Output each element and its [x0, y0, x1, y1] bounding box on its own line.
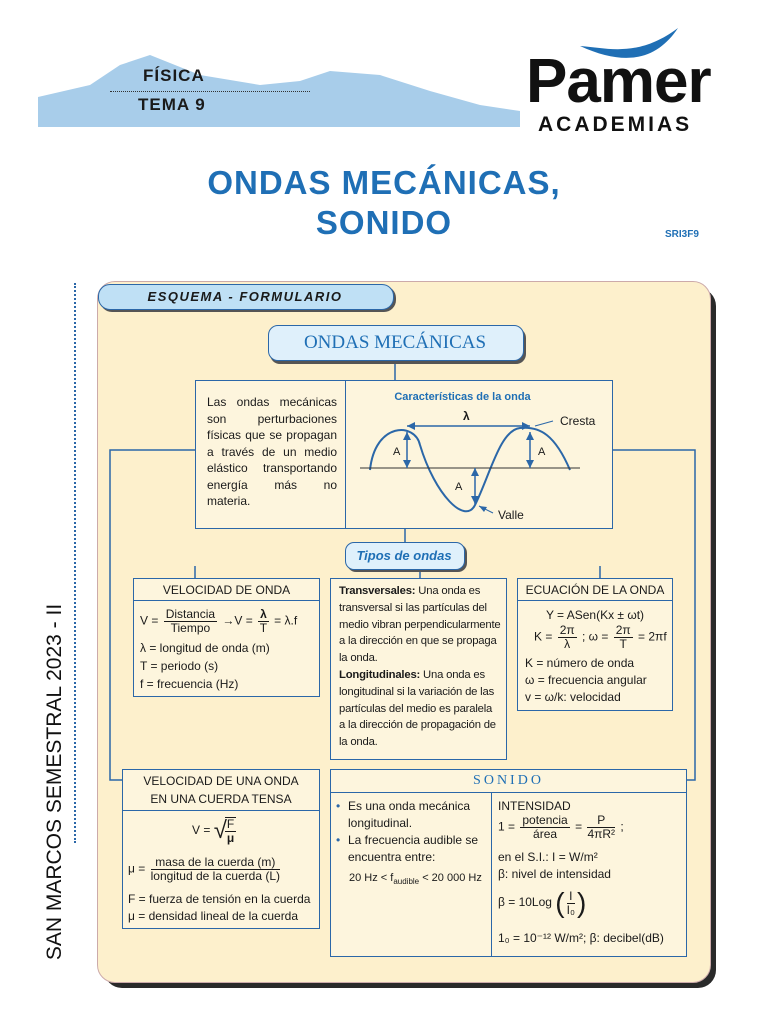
- speed-formula: [140, 608, 297, 635]
- speed-arrow: →V =: [222, 613, 253, 628]
- sound-range-tail: < 20 000 Hz: [422, 872, 482, 884]
- speed-num1: Distancia: [165, 607, 216, 621]
- speed-frac-2: [258, 608, 269, 635]
- string-header-1: VELOCIDAD DE UNA ONDA: [143, 774, 299, 788]
- eq-w: ; ω =: [582, 629, 609, 644]
- sound-range-a: 20 Hz < f: [349, 872, 394, 884]
- types-trans-label: Transversales:: [339, 585, 416, 597]
- eq-w-num: 2π: [615, 623, 631, 637]
- wave-crest-label: Cresta: [560, 414, 596, 428]
- eq-w-tail: = 2πf: [638, 629, 667, 644]
- main-title: ONDAS MECÁNICAS: [303, 332, 487, 353]
- sound-range-sub: audible: [393, 877, 420, 887]
- wave-title: Características de la onda: [394, 391, 531, 403]
- page-title-line1: ONDAS MECÁNICAS,: [207, 164, 561, 201]
- string-mu-eq: μ =: [128, 861, 146, 876]
- sound-b1: Es una onda mecánica longitudinal.: [348, 799, 471, 830]
- sound-i-num2: P: [587, 814, 615, 828]
- speed-frac-1: [164, 608, 217, 635]
- sound-b2: La frecuencia audible se encuentra entre:: [348, 833, 479, 864]
- wave-amp-label-valley: A: [455, 481, 463, 493]
- sound-beta-num: I: [567, 890, 575, 904]
- string-line-2: μ = densidad lineal de la cuerda: [128, 909, 299, 923]
- speed-den2: T: [259, 621, 268, 635]
- sound-beta-def: β: nivel de intensidad: [498, 867, 611, 881]
- equation-line-3: v = ω/k: velocidad: [525, 690, 621, 704]
- string-F: F: [226, 817, 235, 831]
- eq-k: K =: [534, 629, 553, 644]
- sound-int-formula: [498, 814, 624, 841]
- string-mu: μ: [226, 831, 235, 845]
- bullet-dot-2: •: [336, 833, 341, 847]
- speed-line-2: T = periodo (s): [140, 659, 219, 673]
- string-sqrt-frac: [225, 817, 236, 845]
- string-mu-frac: [151, 856, 280, 883]
- eq-k-num: 2π: [559, 623, 575, 637]
- sound-i-eq: 1 =: [498, 819, 516, 834]
- sound-beta-eq: β = 10Log: [498, 895, 552, 910]
- paren-open-icon: (: [555, 887, 565, 918]
- paren-close-icon: ): [576, 887, 587, 918]
- string-header-2: EN UNA CUERDA TENSA: [150, 792, 292, 806]
- types-long-text: Una onda es longitudinal si la variación de las partículas del medio es paralela a la dirección de propagación de la onda.: [339, 668, 496, 749]
- brand-subtitle: ACADEMIAS: [538, 113, 693, 136]
- sound-i-num: potencia: [522, 813, 568, 827]
- speed-header: VELOCIDAD DE ONDA: [162, 583, 291, 597]
- equation-main: Y = ASen(Kx ± ωt): [545, 608, 645, 622]
- types-text: [339, 583, 501, 751]
- sound-int-label: INTENSIDAD: [498, 799, 571, 813]
- sidebar-vertical-text: SAN MARCOS SEMESTRAL 2023 - II: [43, 603, 66, 961]
- wave-amp-label-right: A: [538, 446, 546, 458]
- eq-k-den: λ: [564, 637, 571, 651]
- wave-valley-label: Valle: [498, 508, 524, 522]
- brand-name: Pamer: [526, 47, 711, 116]
- sqrt-icon: √: [213, 817, 227, 844]
- string-v: V =: [192, 823, 211, 838]
- sound-i-frac1: [520, 814, 569, 841]
- string-divider: [123, 810, 319, 811]
- sound-i-den: área: [533, 827, 558, 841]
- sound-beta-frac: [567, 890, 575, 917]
- equation-k-omega: [534, 624, 667, 651]
- sound-i-den2: 4πR²: [587, 827, 616, 841]
- tema-label: TEMA 9: [138, 95, 206, 114]
- equation-line-1: K = número de onda: [525, 656, 635, 670]
- equation-header: ECUACIÓN DE LA ONDA: [525, 583, 665, 597]
- sound-si: en el S.I.: I = W/m²: [498, 850, 598, 864]
- eq-k-frac: [558, 624, 577, 651]
- sound-i-tail: ;: [620, 819, 624, 834]
- sound-beta-den: I₀: [566, 902, 575, 917]
- sound-divider-h: [331, 792, 686, 793]
- wave-amp-label-left: A: [393, 446, 401, 458]
- speed-line-1: λ = longitud de onda (m): [140, 641, 270, 655]
- string-den: longitud de la cuerda (L): [150, 869, 281, 883]
- speed-v: V =: [140, 613, 159, 628]
- eq-w-frac: [614, 624, 633, 651]
- speed-num2: λ: [260, 607, 267, 621]
- sound-header: SONIDO: [473, 773, 544, 788]
- sound-i-frac2: [587, 814, 615, 841]
- speed-line-3: f = frecuencia (Hz): [140, 677, 239, 691]
- eq-w-den: T: [619, 637, 627, 651]
- string-num: masa de la cuerda (m): [151, 856, 280, 870]
- page-title-line2: SONIDO: [315, 204, 453, 241]
- scheme-tab-label: ESQUEMA - FORMULARIO: [147, 289, 343, 304]
- speed-divider: [134, 600, 319, 601]
- sound-i-eq2: =: [575, 819, 583, 834]
- string-line-1: F = fuerza de tensión en la cuerda: [128, 892, 311, 906]
- equation-line-2: ω = frecuencia angular: [525, 673, 647, 687]
- wave-lambda-label: λ: [463, 409, 470, 423]
- string-mu-formula: [128, 856, 282, 883]
- equation-divider: [518, 600, 672, 601]
- sound-i0: 1₀ = 10⁻¹² W/m²; β: decibel(dB): [498, 931, 664, 945]
- sound-bullet-2: [336, 832, 498, 866]
- speed-den1: Tiempo: [170, 621, 211, 635]
- speed-tail: = λ.f: [274, 613, 298, 628]
- types-title: Tipos de ondas: [356, 548, 452, 563]
- bullet-dot-1: •: [336, 799, 341, 813]
- string-v-formula: [192, 817, 238, 845]
- sound-range: [349, 872, 482, 886]
- sound-beta-formula: [498, 887, 586, 919]
- types-trans-text: Una onda es transversal si las partículas del medio vibran perpendicularmente a la dirección en que se propaga la onda.: [339, 585, 501, 665]
- definition-text: Las ondas mecánicas son perturbaciones físicas que se propagan a través de un medio elástico transportando energía más no materia.: [207, 395, 337, 508]
- subject-label: FÍSICA: [143, 66, 205, 85]
- sound-bullet-1: [336, 798, 498, 832]
- doc-code: SRI3F9: [665, 229, 699, 240]
- types-long-label: Longitudinales:: [339, 668, 421, 681]
